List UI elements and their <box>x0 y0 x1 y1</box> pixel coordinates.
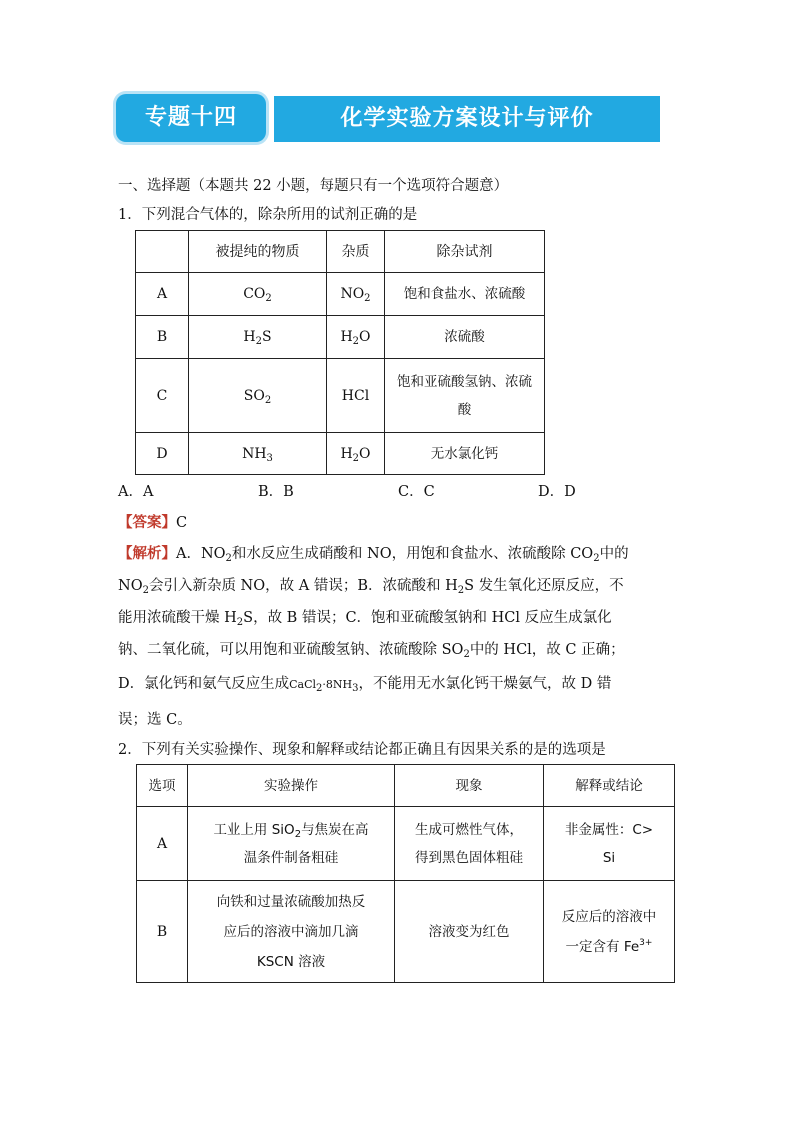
impurity-cell: $H_2O$ <box>327 316 385 359</box>
reagent-cell: 无水氯化钙 <box>385 433 545 475</box>
table-header-row <box>137 765 675 807</box>
header-cell: 被提纯的物质 <box>189 231 327 273</box>
table-header-row <box>136 231 545 273</box>
header-cell <box>136 231 189 273</box>
table-row <box>136 359 545 433</box>
option-a: A．A <box>118 484 154 500</box>
reagent-cell: 饱和亚硫酸氢钠、浓硫酸 <box>385 359 545 433</box>
q2-stem: 2．下列有关实验操作、现象和解释或结论都正确且有因果关系的是的选项是 <box>118 742 606 758</box>
impurity-cell: $NO_2$ <box>327 273 385 316</box>
substance-cell: $H_2S$ <box>189 316 327 359</box>
section-heading: 一、选择题（本题共 22 小题，每题只有一个选项符合题意） <box>118 178 509 194</box>
topic-badge: 专题十四 <box>116 94 266 142</box>
header-cell: 杂质 <box>327 231 385 273</box>
table-row <box>136 433 545 475</box>
answer-value: C <box>176 515 188 531</box>
q1-answer <box>118 511 187 532</box>
q1-options <box>118 480 678 501</box>
row-label: D <box>136 433 189 475</box>
reagent-cell: 饱和食盐水、浓硫酸 <box>385 273 545 316</box>
conclusion-cell: 非金属性：C> Si <box>544 807 675 881</box>
substance-cell: $NH_3$ <box>189 433 327 475</box>
header-cell: 除杂试剂 <box>385 231 545 273</box>
header-cell: 实验操作 <box>188 765 395 807</box>
analysis-line-2: $NO_2$会引入新杂质 NO，故 A 错误；B．浓硫酸和 $H_2S$ 发生氧化还原反应，不 <box>118 578 624 596</box>
impurity-cell: HCl <box>327 359 385 433</box>
row-label: B <box>136 316 189 359</box>
analysis-tag: 【解析】 <box>118 545 176 562</box>
q1-stem: 1．下列混合气体的，除杂所用的试剂正确的是 <box>118 207 418 223</box>
analysis-line-1: 【解析】A．$NO_2$和水反应生成硝酸和 NO，用饱和食盐水、浓硫酸除 $CO_2$中的 <box>118 545 629 564</box>
impurity-cell: $H_2O$ <box>327 433 385 475</box>
phenomenon-cell: 生成可燃性气体， 得到黑色固体粗硅 <box>395 807 544 881</box>
phenomenon-cell: 溶液变为红色 <box>395 881 544 983</box>
analysis-line-3: 能用浓硫酸干燥 $H_2S$，故 B 错误；C．饱和亚硫酸氢钠和 HCl 反应生成氯化 <box>118 610 612 628</box>
header-cell: 解释或结论 <box>544 765 675 807</box>
row-label: C <box>136 359 189 433</box>
table-row <box>137 881 675 983</box>
option-b: B．B <box>258 484 294 500</box>
substance-cell: $SO_2$ <box>189 359 327 433</box>
row-label: B <box>137 881 188 983</box>
q1-table <box>135 230 545 475</box>
option-c: C．C <box>398 484 435 500</box>
formula: $CaCl_2\cdot 8NH_3$ <box>289 678 359 694</box>
reagent-cell: 浓硫酸 <box>385 316 545 359</box>
q2-table <box>136 764 675 983</box>
header-cell: 现象 <box>395 765 544 807</box>
conclusion-cell: 反应后的溶液中 一定含有 $Fe^{3+}$ <box>544 881 675 983</box>
topic-title: 化学实验方案设计与评价 <box>274 96 660 142</box>
table-row <box>136 273 545 316</box>
analysis-line-5: D．氯化钙和氨气反应生成$CaCl_2\cdot 8NH_3$，不能用无水氯化钙干燥氨气，故 D 错 <box>118 676 612 694</box>
row-label: A <box>137 807 188 881</box>
operation-cell: 工业上用 SiO$_2$与焦炭在高 温条件制备粗硅 <box>188 807 395 881</box>
analysis-line-4: 钠、二氧化硫，可以用饱和亚硫酸氢钠、浓硫酸除 $SO_2$中的 HCl，故 C 正确； <box>118 642 625 660</box>
analysis-line-6: 误；选 C。 <box>118 712 192 728</box>
table-row <box>136 316 545 359</box>
header-cell: 选项 <box>137 765 188 807</box>
option-d: D．D <box>538 484 576 500</box>
substance-cell: $CO_2$ <box>189 273 327 316</box>
topic-banner <box>116 94 660 144</box>
row-label: A <box>136 273 189 316</box>
table-row <box>137 807 675 881</box>
operation-cell: 向铁和过量浓硫酸加热反 应后的溶液中滴加几滴 KSCN 溶液 <box>188 881 395 983</box>
answer-tag: 【答案】 <box>118 514 176 531</box>
